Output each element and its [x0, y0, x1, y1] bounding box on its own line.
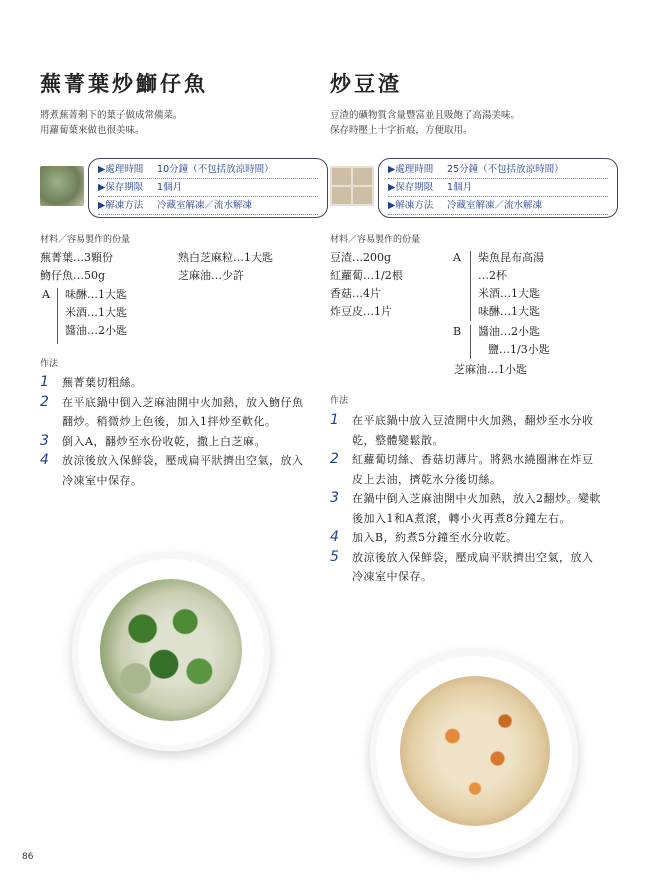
ingredient: 香菇…4片 — [330, 287, 381, 300]
ingredient: 味醂…1大匙 — [478, 305, 540, 318]
intro-line: 保存時壓上十字折痕，方便取用。 — [330, 125, 473, 136]
info-row: ▶處理時間 25分鐘（不包括放涼時間） — [388, 162, 608, 179]
ingredient: 米酒…1大匙 — [478, 287, 540, 300]
ingredient: 芝麻油…1小匙 — [454, 363, 527, 376]
method-heading: 作法 — [40, 359, 59, 369]
method-heading: 作法 — [330, 396, 349, 406]
ingredients-list — [178, 249, 273, 285]
step: 3 倒入A，翻炒至水份收乾，撒上白芝麻。 — [40, 432, 266, 449]
turnip-greens-food — [100, 579, 242, 721]
info-row: ▶保存期限 1個月 — [98, 180, 318, 197]
plate-turnip-greens — [72, 553, 270, 751]
ingredients-group-b — [478, 323, 550, 359]
ingredient: 熟白芝麻粒…1大匙 — [178, 251, 273, 264]
recipe-title: 炒豆渣 — [330, 71, 402, 96]
step: 2 在平底鍋中倒入芝麻油開中火加熱，放入魩仔魚翻炒。稍微炒上色後，加入1拌炒至軟化。 — [40, 393, 304, 428]
ingredient: 柴魚昆布高湯 — [478, 251, 544, 264]
group-bar — [470, 251, 471, 321]
ingredients-group-a — [65, 286, 127, 340]
steps-list — [330, 411, 602, 587]
info-row: ▶解凍方法 冷藏室解凍／流水解凍 — [388, 198, 608, 215]
group-label: B — [453, 325, 462, 338]
step: 5 放涼後放入保鮮袋，壓成扁平狀擠出空氣，放入冷凍室中保存。 — [330, 548, 594, 583]
info-row: ▶保存期限 1個月 — [388, 180, 608, 197]
ingredient: 豆渣…200g — [330, 251, 392, 264]
ingredient: 米酒…1大匙 — [65, 306, 127, 319]
recipe-intro — [330, 108, 520, 138]
ingredients-heading: 材料／容易製作的份量 — [40, 235, 131, 245]
ingredients-list — [40, 249, 113, 285]
ingredient: 蕪菁葉…3顆份 — [40, 251, 113, 264]
frozen-pack-image — [40, 166, 84, 206]
intro-line: 將煮蕪菁剩下的葉子做成常備菜。 — [40, 110, 183, 121]
steps-list — [40, 373, 308, 490]
step: 4 加入B，約煮5分鐘至水分收乾。 — [330, 529, 518, 545]
ingredient: 醬油…2小匙 — [65, 324, 127, 337]
ingredient: 鹽…1/3小匙 — [488, 343, 550, 356]
plate-okara — [370, 650, 578, 858]
step: 4 放涼後放入保鮮袋，壓成扁平狀擠出空氣，放入冷凍室中保存。 — [40, 452, 304, 487]
ingredient: 芝麻油…少許 — [178, 269, 244, 282]
info-row: ▶處理時間 10分鐘（不包括放涼時間） — [98, 162, 318, 179]
recipe-intro — [40, 108, 183, 138]
okara-food — [400, 676, 550, 826]
step: 1 蕪菁葉切粗絲。 — [40, 374, 143, 390]
group-label: A — [42, 288, 50, 301]
group-bar — [470, 325, 471, 359]
ingredient: 醬油…2小匙 — [478, 325, 540, 338]
group-label: A — [453, 251, 461, 264]
ingredient: 紅蘿蔔…1/2根 — [330, 269, 403, 282]
page-number: 86 — [22, 852, 34, 862]
ingredient: 炸豆皮…1片 — [330, 305, 392, 318]
intro-line: 用蘿蔔葉來做也很美味。 — [40, 125, 145, 136]
ingredients-heading: 材料／容易製作的份量 — [330, 235, 421, 245]
ingredient: …2杯 — [478, 269, 507, 282]
intro-line: 豆渣的礦物質含量豐富並且吸飽了高湯美味。 — [330, 110, 521, 121]
ingredients-group-a — [478, 249, 544, 321]
recipe-title: 蕪菁葉炒鰤仔魚 — [40, 71, 208, 96]
ingredients-list — [330, 249, 403, 321]
step: 3 在鍋中倒入芝麻油開中火加熱，放入2翻炒。變軟後加入1和A煮滾，轉小火再煮8分鐘左右。 — [330, 490, 601, 525]
step: 2 紅蘿蔔切絲、香菇切薄片。將熱水繞圈淋在炸豆皮上去油，擠乾水分後切絲。 — [330, 451, 594, 486]
frozen-pack-image — [330, 166, 374, 206]
info-row: ▶解凍方法 冷藏室解凍／流水解凍 — [98, 198, 318, 215]
ingredient: 味醂…1大匙 — [65, 288, 127, 301]
step: 1 在平底鍋中放入豆渣開中火加熱，翻炒至水分收乾，整體變鬆散。 — [330, 412, 594, 447]
group-bar — [57, 288, 58, 344]
ingredient: 魩仔魚…50g — [40, 269, 106, 282]
